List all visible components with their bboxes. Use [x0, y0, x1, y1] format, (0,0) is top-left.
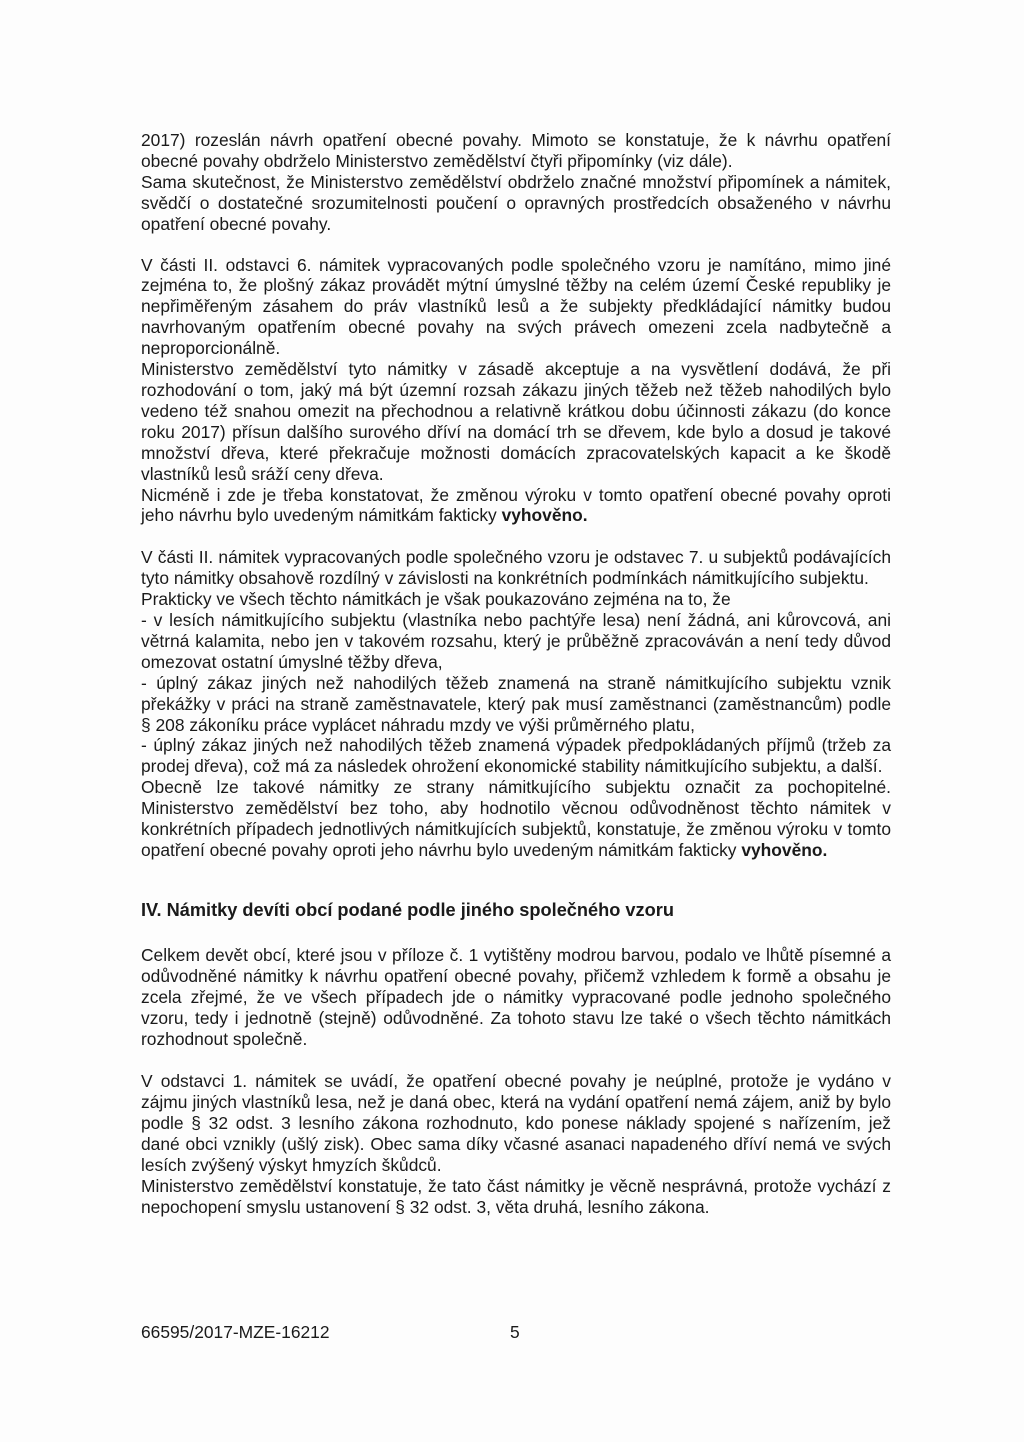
paragraph: V odstavci 1. námitek se uvádí, že opatření obecné povahy je neúplné, protože je vydáno v zájmu jiných vlastníků lesa, než je daná obec, která na vydání opatření nemá zájem, aniž by bylo podle § 32 odst. 3 lesního zákona rozhodnuto, kdo ponese náklady spojené s nařízením, jež dané obci vznikly (ušlý zisk). Obec sama díky včasné asanaci napadeného dříví nemá ve svých lesích zvýšený výskyt hmyzích škůdců.	[141, 1071, 891, 1176]
emphasis-text: vyhověno.	[501, 505, 588, 526]
paragraph: V části II. námitek vypracovaných podle společného vzoru je odstavec 7. u subjektů podávajících tyto námitky obsahově rozdílný v závislosti na konkrétních podmínkách námitkujícího subjektu.	[141, 547, 891, 589]
paragraph: Sama skutečnost, že Ministerstvo zemědělství obdrželo značné množství připomínek a námitek, svědčí o dostatečné srozumitelnosti poučení o opravných prostředcích obsaženého v návrhu opatření obecné povahy.	[141, 171, 891, 234]
list-item: - úplný zákaz jiných než nahodilých těžeb znamená na straně námitkujícího subjektu vznik překážky v práci na straně zaměstnavatele, který pak musí zaměstnanci (zaměstnancům) podle § 208 zákoníku práce vyplácet náhradu mzdy ve výši průměrného platu,	[141, 672, 891, 735]
paragraph: Ministerstvo zemědělství konstatuje, že tato část námitky je věcně nesprávná, protože vychází z nepochopení smyslu ustanovení § 32 odst. 3, věta druhá, lesního zákona.	[141, 1175, 891, 1217]
list-item: - úplný zákaz jiných než nahodilých těžeb znamená výpadek předpokládaných příjmů (tržeb za prodej dřeva), což má za následek ohrožení ekonomické stability námitkujícího subjektu, a další.	[141, 735, 891, 777]
paragraph: Celkem devět obcí, které jsou v příloze č. 1 vytištěny modrou barvou, podalo ve lhůtě písemné a odůvodněné námitky k návrhu opatření obecné povahy, přičemž vzhledem k formě a obsahu je zcela zřejmé, že ve všech případech jde o námitky vypracované podle jednoho společného vzoru, tedy i jednotně (stejně) odůvodněné. Za tohoto stavu lze také o všech těchto námitkách rozhodnout společně.	[141, 944, 891, 1049]
paragraph: Ministerstvo zemědělství tyto námitky v zásadě akceptuje a na vysvětlení dodává, že při rozhodování o tom, jaký má být územní rozsah zákazu jiných těžeb než těžeb nahodilých bylo vedeno též snahou omezit na přechodnou a relativně krátkou dobu účinnosti zákazu (do konce roku 2017) přísun dalšího surového dříví na domácí trh se dřevem, kde bylo a dosud je takové množství dřeva, které překračuje možnosti domácích zpracovatelských kapacit a ke škodě vlastníků lesů sráží ceny dřeva.	[141, 359, 891, 484]
paragraph	[141, 777, 891, 861]
paragraph-text: Nicméně i zde je třeba konstatovat, že změnou výroku v tomto opatření obecné povahy oproti jeho návrhu bylo uvedeným námitkám fakticky	[141, 484, 891, 526]
document-body	[141, 130, 891, 1218]
emphasis-text: vyhověno.	[741, 840, 828, 860]
section-heading: IV. Námitky devíti obcí podané podle jiného společného vzoru	[141, 899, 674, 920]
paragraph: Prakticky ve všech těchto námitkách je však poukazováno zejména na to, že	[141, 589, 731, 610]
paragraph	[141, 485, 891, 527]
paragraph: V části II. odstavci 6. námitek vypracovaných podle společného vzoru je namítáno, mimo jiné zejména to, že plošný zákaz provádět mýtní úmyslné těžby na celém území České republiky je nepřiměřeným zásahem do práv vlastníků lesů a že subjekty předkládající námitky budou navrhovaným opatřením obecné povahy na svých právech omezeni zcela nadbytečně a neproporcionálně.	[141, 254, 891, 359]
paragraph: 2017) rozeslán návrh opatření obecné povahy. Mimoto se konstatuje, že k návrhu opatření obecné povahy obdrželo Ministerstvo zemědělství čtyři připomínky (viz dále).	[141, 130, 891, 171]
document-reference-number: 66595/2017-MZE-16212	[141, 1322, 330, 1342]
list-item: - v lesích námitkujícího subjektu (vlastníka nebo pachtýře lesa) není žádná, ani kůrovcová, ani větrná kalamita, nebo jen v takovém rozsahu, který je průběžně zpracováván a není tedy důvod omezovat ostatní úmyslné těžby dřeva,	[141, 610, 891, 672]
page-number: 5	[510, 1322, 520, 1342]
paragraph-text: Obecně lze takové námitky ze strany námitkujícího subjektu označit za pochopitelné. Ministerstvo zemědělství bez toho, aby hodnotilo věcnou odůvodněnost těchto námitek v konkrétních případech jednotlivých námitkujících subjektů, konstatuje, že změnou výroku v tomto opatření obecné povahy oproti jeho návrhu bylo uvedeným námitkám fakticky	[141, 777, 891, 860]
